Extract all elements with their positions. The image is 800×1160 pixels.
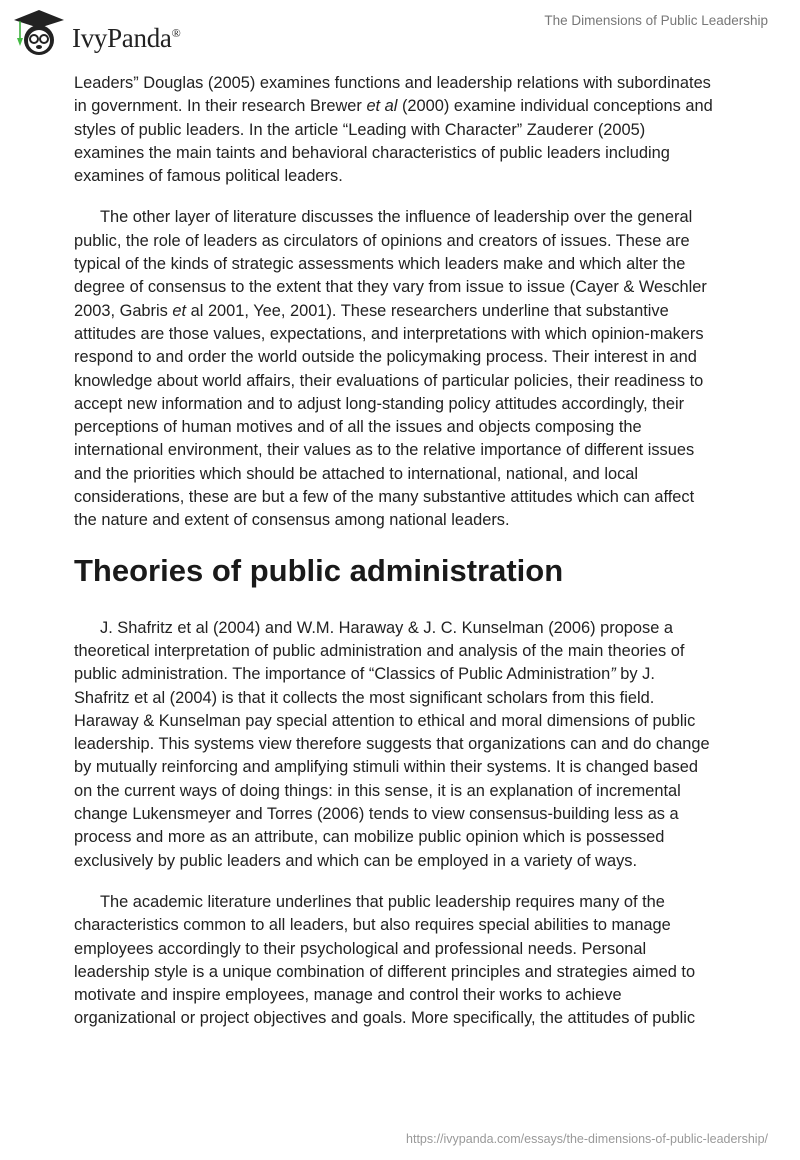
text-segment: characteristics common to all leaders, but also requires special abilities to manage [74,916,671,935]
text-segment: Leaders” Douglas (2005) examines functions and leadership relations with subordinates [74,74,711,92]
paragraph [74,617,754,873]
text-line [74,439,754,462]
text-line [74,142,754,165]
text-line [74,370,754,393]
logo-name: IvyPanda [72,22,172,53]
text-line [74,509,754,532]
text-segment: styles of public leaders. In the article “Leading with Character” Zauderer (2005) [74,120,646,139]
text-segment: motivate and inspire employees, manage and control their works to achieve [74,986,622,1005]
text-line [74,826,754,849]
text-line [74,165,754,188]
text-segment: change Lukensmeyer and Torres (2006) tends to view consensus-building less as a [74,805,679,824]
text-segment: organizational or project objectives and goals. More specifically, the attitudes of public [74,1009,696,1028]
text-segment: exclusively by public leaders and which can be employed in a variety of ways. [74,851,638,870]
text-line [74,756,754,779]
text-line [74,253,754,276]
text-line [74,984,754,1007]
ivypanda-logo[interactable] [12,8,180,58]
text-line [74,300,754,323]
text-line [74,416,754,439]
text-segment: considerations, these are but a few of the many substantive attitudes which can affect [74,488,695,507]
text-segment: on the current ways of doing things: in this sense, it is an explanation of incremental [74,781,681,800]
text-segment: by J. [615,665,655,684]
text-segment: accept new information and to adjust long-standing policy attitudes accordingly, their [74,394,685,413]
italic-segment: ” [610,665,616,684]
text-line [74,687,754,710]
text-segment: degree of consensus to the extent that they vary from issue to issue (Cayer & Weschler [74,278,707,297]
text-segment: perceptions of human motives and of all the issues and objects composing the [74,418,642,437]
text-segment: international environment, their values as to the relative importance of different issues [74,441,695,460]
text-segment: by mutually reinforcing and amplifying stimuli within their systems. It is changed based [74,758,699,777]
text-segment: theoretical interpretation of public administration and analysis of the main theories of [74,641,685,660]
text-line [74,780,754,803]
text-segment: public, the role of leaders as circulators of opinions and creators of issues. These are [74,231,690,250]
text-line [74,323,754,346]
text-line [74,938,754,961]
text-line [74,803,754,826]
essay-content [74,72,754,1049]
text-segment: Haraway & Kunselman pay special attention to ethical and moral dimensions of public [74,711,696,730]
registered-mark: ® [171,25,181,40]
paragraph [74,891,754,1031]
text-segment: 2003, Gabris [74,301,173,320]
text-line [74,850,754,873]
text-line [74,72,754,95]
page-header [0,0,800,70]
paragraph [74,206,754,532]
text-line [74,393,754,416]
text-line [74,1007,754,1030]
italic-segment: et al [366,97,398,116]
section-heading: Theories of public administration [74,552,564,588]
text-line [74,914,754,937]
text-segment: leadership style is a unique combination of different principles and strategies aimed to [74,962,696,981]
text-line [74,486,754,509]
panda-graduate-icon [12,8,66,58]
text-line [74,710,754,733]
paragraphs-before [74,72,754,533]
text-segment: respond to and order the world outside the policymaking process. Their interest in and [74,348,697,367]
text-segment: process and more as an attribute, can mobilize public opinion which is possessed [74,828,665,847]
text-segment: The other layer of literature discusses the influence of leadership over the general [100,208,693,227]
text-line [74,733,754,756]
text-line [74,463,754,486]
text-line [74,961,754,984]
text-segment: J. Shafritz et al (2004) and W.M. Haraway & J. C. Kunselman (2006) propose a [100,618,674,637]
text-segment: in government. In their research Brewer [74,97,367,116]
text-segment: (2000) examine individual conceptions and [397,97,713,116]
text-line [74,640,754,663]
text-segment: al 2001, Yee, 2001). These researchers underline that substantive [186,301,669,320]
text-segment: leadership. This systems view therefore suggests that organizations can and do change [74,735,710,754]
document-title: The Dimensions of Public Leadership [544,13,768,28]
text-line [74,617,754,640]
text-line [74,891,754,914]
italic-segment: et [172,301,187,320]
text-line [74,663,754,686]
text-segment: public administration. The importance of “Classics of Public Administration [74,665,611,684]
text-segment: the nature and extent of consensus among national leaders. [74,511,510,530]
text-line [74,346,754,369]
text-line [74,95,754,118]
text-segment: Shafritz et al (2004) is that it collects the most significant scholars from this field. [74,688,655,707]
text-segment: employees accordingly to their psychological and professional needs. Personal [74,939,647,958]
text-segment: knowledge about world affairs, their evaluations of particular policies, their readiness to [74,371,704,390]
logo-text [72,23,180,54]
text-segment: typical of the kinds of strategic assessments which leaders make and which alter the [74,255,686,274]
text-segment: examines the main taints and behavioral characteristics of public leaders including [74,143,670,162]
paragraphs-after [74,617,754,1031]
text-segment: The academic literature underlines that public leadership requires many of the [100,892,665,911]
text-segment: attitudes are those values, expectations, and interpretations with which opinion-makers [74,324,704,343]
text-line [74,119,754,142]
source-url[interactable]: https://ivypanda.com/essays/the-dimensions-of-public-leadership/ [406,1132,768,1146]
text-segment: and the priorities which should be attached to international, national, and local [74,464,639,483]
paragraph [74,72,754,188]
text-line [74,276,754,299]
text-line [74,230,754,253]
text-segment: examines of famous political leaders. [74,167,343,186]
text-line [74,206,754,229]
